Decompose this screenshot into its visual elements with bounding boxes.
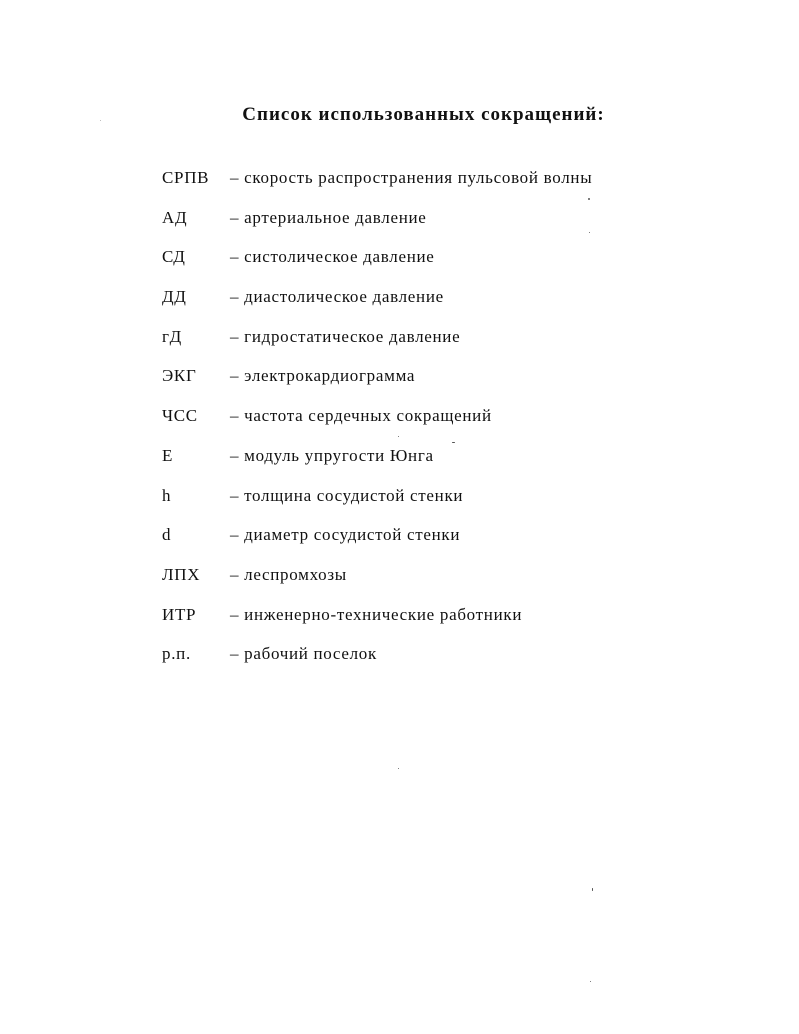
abbreviation-definition: – толщина сосудистой стенки <box>230 485 464 505</box>
abbreviation-definition: – леспромхозы <box>230 564 347 584</box>
abbreviation-term: ЧСС <box>162 406 198 426</box>
abbreviation-term: h <box>162 485 172 505</box>
list-item <box>162 287 762 327</box>
list-item <box>162 247 762 287</box>
scan-speck <box>589 232 590 233</box>
list-item <box>162 327 762 367</box>
scan-speck <box>592 888 593 891</box>
abbreviation-definition: – скорость распространения пульсовой волны <box>230 168 593 187</box>
abbreviation-definition: – электрокардиограмма <box>230 366 416 386</box>
abbreviation-term: ЛПХ <box>162 564 201 584</box>
abbreviation-list <box>162 168 762 684</box>
abbreviation-definition: – модуль упругости Юнга <box>230 445 434 465</box>
scan-speck <box>452 442 455 443</box>
list-item <box>162 605 762 645</box>
abbreviation-definition: – рабочий поселок <box>230 644 377 664</box>
abbreviation-term: ИТР <box>162 604 197 624</box>
scan-speck <box>398 436 399 437</box>
abbreviation-term: ДД <box>162 287 187 307</box>
list-item <box>162 406 762 446</box>
abbreviation-term: ЭКГ <box>162 366 197 386</box>
scan-speck <box>590 981 591 982</box>
abbreviation-definition: – частота сердечных сокращений <box>230 406 492 426</box>
list-item <box>162 168 762 208</box>
scan-speck <box>588 198 590 200</box>
abbreviation-term: СРПВ <box>162 168 210 187</box>
abbreviation-term: d <box>162 525 172 545</box>
abbreviation-definition: – диастолическое давление <box>230 287 444 307</box>
page-title: Список использованных сокращений: <box>242 104 605 125</box>
abbreviation-term: Е <box>162 445 174 465</box>
abbreviation-definition: – диаметр сосудистой стенки <box>230 525 461 545</box>
list-item <box>162 208 762 248</box>
list-item <box>162 446 762 486</box>
list-item <box>162 525 762 565</box>
abbreviation-definition: – артериальное давление <box>230 207 427 227</box>
abbreviation-definition: – гидростатическое давление <box>230 326 461 346</box>
abbreviation-term: СД <box>162 247 186 267</box>
list-item <box>162 565 762 605</box>
abbreviation-definition: – инженерно-технические работники <box>230 604 523 624</box>
scan-speck <box>398 768 399 769</box>
abbreviation-term: р.п. <box>162 644 191 664</box>
list-item <box>162 486 762 526</box>
scan-speck <box>100 120 101 121</box>
abbreviation-term: гД <box>162 326 182 346</box>
abbreviation-definition: – систолическое давление <box>230 247 435 267</box>
abbreviation-term: АД <box>162 207 188 227</box>
list-item <box>162 366 762 406</box>
list-item <box>162 644 762 684</box>
